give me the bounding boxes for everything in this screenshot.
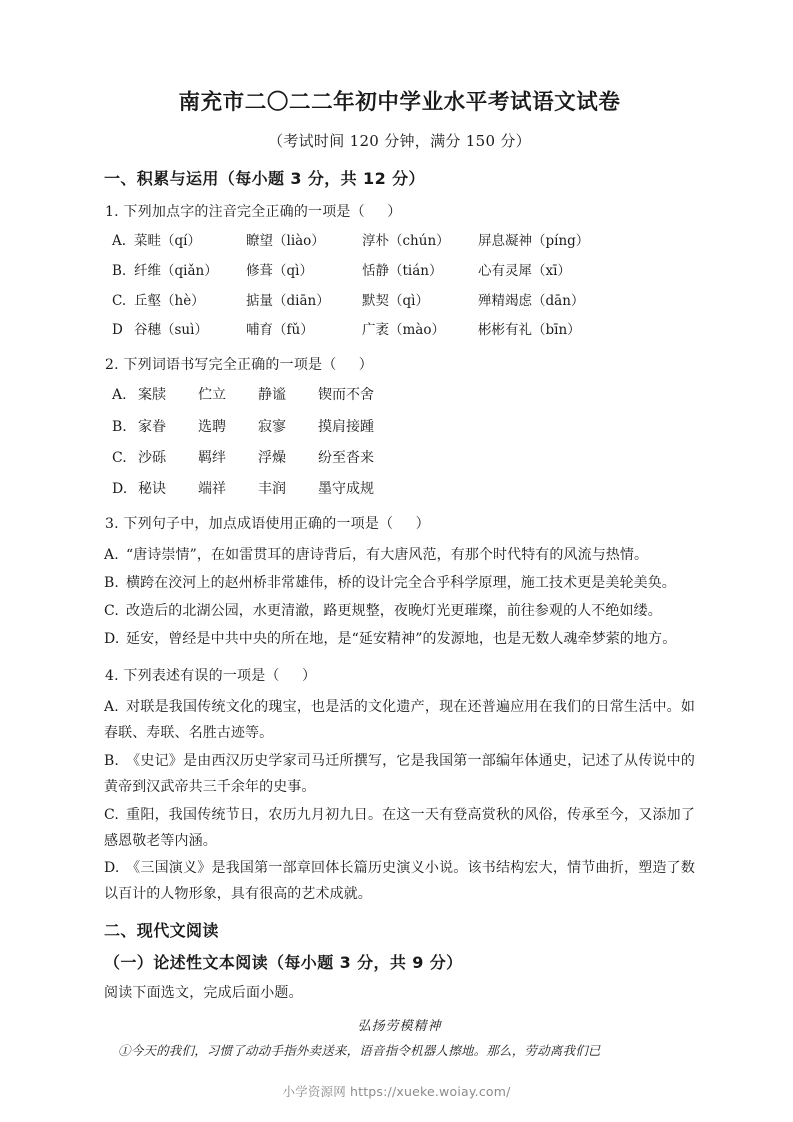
question-2-option-b[interactable] xyxy=(104,416,695,438)
option-text: “唐诗崇情”，在如雷贯耳的唐诗背后，有大唐风范，有那个时代特有的风流与热情。 xyxy=(126,547,649,564)
option-word: 丰润 xyxy=(258,481,286,498)
option-text: 横跨在洨河上的赵州桥非常雄伟，桥的设计完全合乎科学原理，施工技术更是美轮美奂。 xyxy=(126,575,676,592)
option-label: A. xyxy=(112,387,127,404)
option-word: 墨守成规 xyxy=(318,481,374,498)
option-label: B. xyxy=(104,752,119,769)
question-1-option-b[interactable] xyxy=(104,261,695,283)
option-word: 案牍 xyxy=(138,387,166,404)
question-4-paren-close: ） xyxy=(301,667,317,684)
option-cell: 默契（qì） xyxy=(362,292,429,309)
option-label: A. xyxy=(104,699,119,716)
page-title: 南充市二〇二二年初中学业水平考试语文试卷 xyxy=(178,90,621,115)
option-word: 浮燥 xyxy=(258,449,286,466)
exam-info-subtitle: （考试时间 120 分钟，满分 150 分） xyxy=(268,132,531,151)
question-2-option-d[interactable] xyxy=(104,478,695,500)
question-3-option-a[interactable] xyxy=(104,543,695,569)
option-word: 端祥 xyxy=(198,481,226,498)
option-cell: 菜畦（qí） xyxy=(134,233,201,250)
question-3-option-d[interactable] xyxy=(104,627,695,653)
question-3-text: 下列句子中，加点成语使用正确的一项是（ xyxy=(123,515,394,532)
option-label: D xyxy=(112,322,123,339)
question-3-number: 3. xyxy=(105,515,119,532)
option-label: C. xyxy=(104,806,119,823)
option-label: B. xyxy=(112,418,127,435)
option-text: 改造后的北湖公园，水更清澈，路更规整，夜晚灯光更璀璨，前往参观的人不绝如缕。 xyxy=(126,602,662,619)
option-label: C. xyxy=(104,602,119,619)
option-word: 静谧 xyxy=(258,387,286,404)
section-heading-one: 一、积累与运用（每小题 3 分，共 12 分） xyxy=(104,169,425,189)
question-3-stem xyxy=(105,513,695,535)
option-label: A. xyxy=(112,233,127,250)
option-word: 羁绊 xyxy=(198,449,226,466)
option-label: D. xyxy=(104,860,120,877)
question-2-option-a[interactable] xyxy=(104,384,695,406)
option-cell: 修葺（qì） xyxy=(246,263,313,279)
section-heading-two-part-one: （一）论述性文本阅读（每小题 3 分，共 9 分） xyxy=(104,953,463,973)
question-2-stem xyxy=(105,354,695,376)
question-1-paren-close: ） xyxy=(387,204,402,221)
question-2-number: 2. xyxy=(105,356,119,373)
option-word: 沙砾 xyxy=(138,449,166,466)
option-word: 寂寥 xyxy=(258,418,286,435)
passage-paragraph-1: ①今天的我们，习惯了动动手指外卖送来，语音指令机器人擦地。那么，劳动离我们已 xyxy=(118,1042,601,1058)
option-cell: 恬静（tián） xyxy=(362,263,443,279)
question-3-paren-close: ） xyxy=(415,515,430,532)
option-text: 重阳，我国传统节日，农历九月初九日。在这一天有登高赏秋的风俗，传承至今，又添加了感恩敬老等内涵。 xyxy=(104,806,695,849)
option-label: B. xyxy=(112,263,127,279)
option-cell: 哺育（fǔ） xyxy=(246,322,314,339)
question-4-option-c[interactable] xyxy=(104,803,695,855)
option-word: 纷至沓来 xyxy=(318,449,374,466)
watermark-site-name: 小学资源网 xyxy=(282,1084,346,1099)
watermark xyxy=(0,1082,793,1100)
option-label: A. xyxy=(104,547,119,564)
question-2-option-c[interactable] xyxy=(104,447,695,469)
question-4-option-a[interactable] xyxy=(104,695,695,747)
question-1-option-a[interactable] xyxy=(104,231,695,253)
option-text: 对联是我国传统文化的瑰宝，也是活的文化遗产，现在还普遍应用在我们的日常生活中。如春联、寿联、名胜古迹等。 xyxy=(104,699,695,741)
option-cell: 瞭望（liào） xyxy=(246,233,325,250)
passage-title: 弘扬劳模精神 xyxy=(357,1018,442,1034)
option-text: 《三国演义》是我国第一部章回体长篇历史演义小说。该书结构宏大，情节曲折，塑造了数以百计的人物形象，具有很高的艺术成就。 xyxy=(104,860,695,903)
option-label: C. xyxy=(112,292,127,309)
question-1-text: 下列加点字的注音完全正确的一项是（ xyxy=(123,204,365,221)
option-cell: 纤维（qiǎn） xyxy=(134,263,218,279)
option-text: 《史记》是由西汉历史学家司马迁所撰写，它是我国第一部编年体通史，记述了从传说中的黄帝到汉武帝共三千余年的史事。 xyxy=(104,752,695,795)
question-1-option-c[interactable] xyxy=(104,291,695,313)
question-2-text: 下列词语书写完全正确的一项是（ xyxy=(123,356,337,373)
question-3-option-c[interactable] xyxy=(104,599,695,625)
option-label: D. xyxy=(112,481,128,498)
option-cell: 殚精竭虑（dān） xyxy=(478,292,585,309)
question-1-stem xyxy=(105,201,695,223)
option-label: C. xyxy=(112,449,127,466)
question-1-option-d[interactable] xyxy=(104,320,695,342)
watermark-url: https://xueke.woiay.com/ xyxy=(349,1084,511,1099)
question-4-text: 下列表述有误的一项是（ xyxy=(123,667,280,684)
option-cell: 丘壑（hè） xyxy=(134,292,205,309)
option-cell: 屏息凝神（píng） xyxy=(478,233,590,250)
option-cell: 谷穗（suì） xyxy=(134,322,208,339)
question-3-option-b[interactable] xyxy=(104,571,695,597)
reading-instruction: 阅读下面选文，完成后面小题。 xyxy=(104,985,303,1002)
question-2-paren-close: ） xyxy=(358,356,373,373)
option-word: 锲而不舍 xyxy=(318,387,374,404)
question-4-number: 4. xyxy=(105,667,119,684)
option-cell: 淳朴（chún） xyxy=(362,233,450,250)
question-4-stem xyxy=(105,665,695,687)
section-heading-two: 二、现代文阅读 xyxy=(104,921,219,941)
option-text: 延安，曾经是中共中央的所在地，是“延安精神”的发源地，也是无数人魂牵梦萦的地方。 xyxy=(126,630,677,647)
option-label: D. xyxy=(104,630,120,647)
option-word: 秘诀 xyxy=(138,481,166,498)
question-4-option-b[interactable] xyxy=(104,749,695,801)
question-4-option-d[interactable] xyxy=(104,856,695,908)
option-word: 选聘 xyxy=(198,418,226,435)
option-cell: 心有灵犀（xī） xyxy=(478,263,571,279)
option-cell: 彬彬有礼（bīn） xyxy=(478,322,581,339)
option-cell: 广袤（mào） xyxy=(362,322,445,339)
option-word: 伫立 xyxy=(198,387,226,404)
option-label: B. xyxy=(104,575,119,592)
question-1-number: 1. xyxy=(105,204,119,221)
option-word: 家眷 xyxy=(138,418,166,435)
option-cell: 掂量（diān） xyxy=(246,292,330,309)
option-word: 摸肩接踵 xyxy=(318,418,374,435)
